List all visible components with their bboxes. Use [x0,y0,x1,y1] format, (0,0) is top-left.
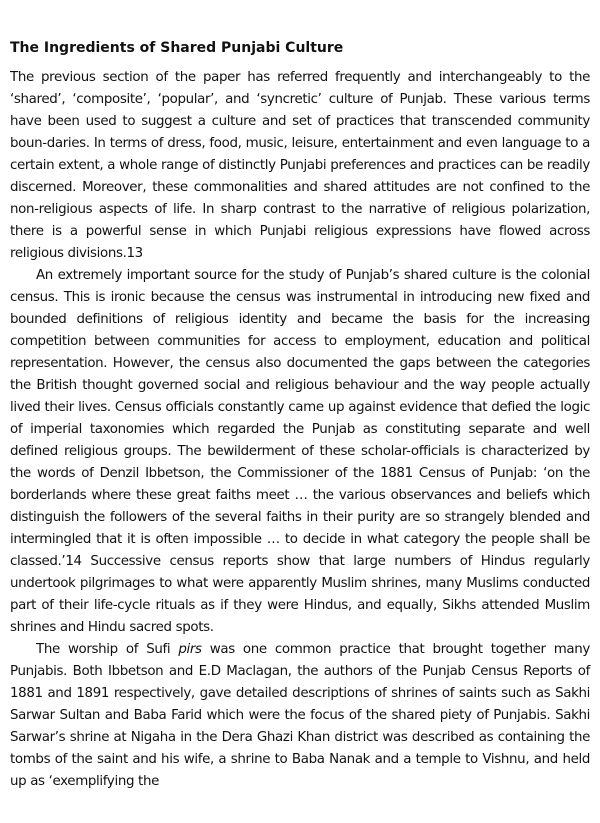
paragraph-sufi-pirs [10,639,590,793]
paragraph-shared-culture: The previous section of the paper has referred frequently and interchangeably to the ‘shared’, ‘composite’, ‘popular’, and ‘syncretic’ culture of Punjab. These various terms have been used to suggest a culture and set of practices that transcended community boun-daries. In terms of dress, food, music, leisure, entertainment and even language to a certain extent, a whole range of distinctly Punjabi preferences and practices can be readily discerned. Moreover, these commonalities and shared attitudes are not confined to the non-religious aspects of life. In sharp contrast to the narrative of religious polarization, there is a powerful sense in which Punjabi religious expressions have flowed across religious divisions.13 [10,70,590,261]
paragraph-sufi-pirs-lead: The worship of Sufi [36,642,179,657]
section-title: The Ingredients of Shared Punjabi Culture [10,40,344,56]
paragraph-colonial-census: An extremely important source for the study of Punjab’s shared culture is the colonial census. This is ironic because the census was instrumental in introducing new fixed and bounded definitions of religious identity and became the basis for the increasing competition between communities for access to employment, education and political representation. However, the census also documented the gaps between the categories the British thought governed social and religious behaviour and the way people actually lived their lives. Census officials constantly came up against evidence that defied the logic of imperial taxonomies which regarded the Punjab as constituting separate and well defined religious groups. The bewilderment of these scholar-officials is characterized by the words of Denzil Ibbetson, the Commissioner of the 1881 Census of Punjab: ‘on the borderlands where these great faiths meet … the various observances and beliefs which distinguish the followers of the several faiths in their purity are so strangely blended and intermingled that it is often impossible … to decide in what category the people shall be classed.’14 Successive census reports show that large numbers of Hindus regularly undertook pilgrimages to what were apparently Muslim shrines, many Muslims conducted part of their life-cycle rituals as if they were Hindus, and equally, Sikhs attended Muslim shrines and Hindu sacred spots. [10,268,590,635]
italic-term-pirs: pirs [178,642,202,657]
paragraph-sufi-pirs-rest: was one common practice that brought together many Punjabis. Both Ibbetson and E.D Maclagan, the authors of the Punjab Census Reports of 1881 and 1891 respectively, gave detailed descriptions of shrines of saints such as Sakhi Sarwar Sultan and Baba Farid which were the focus of the shared piety of Punjabis. Sakhi Sarwar’s shrine at Nigaha in the Dera Ghazi Khan district was described as containing the tombs of the saint and his wife, a shrine to Baba Nanak and a temple to Vishnu, and held up as ‘exemplifying the [10,642,591,789]
